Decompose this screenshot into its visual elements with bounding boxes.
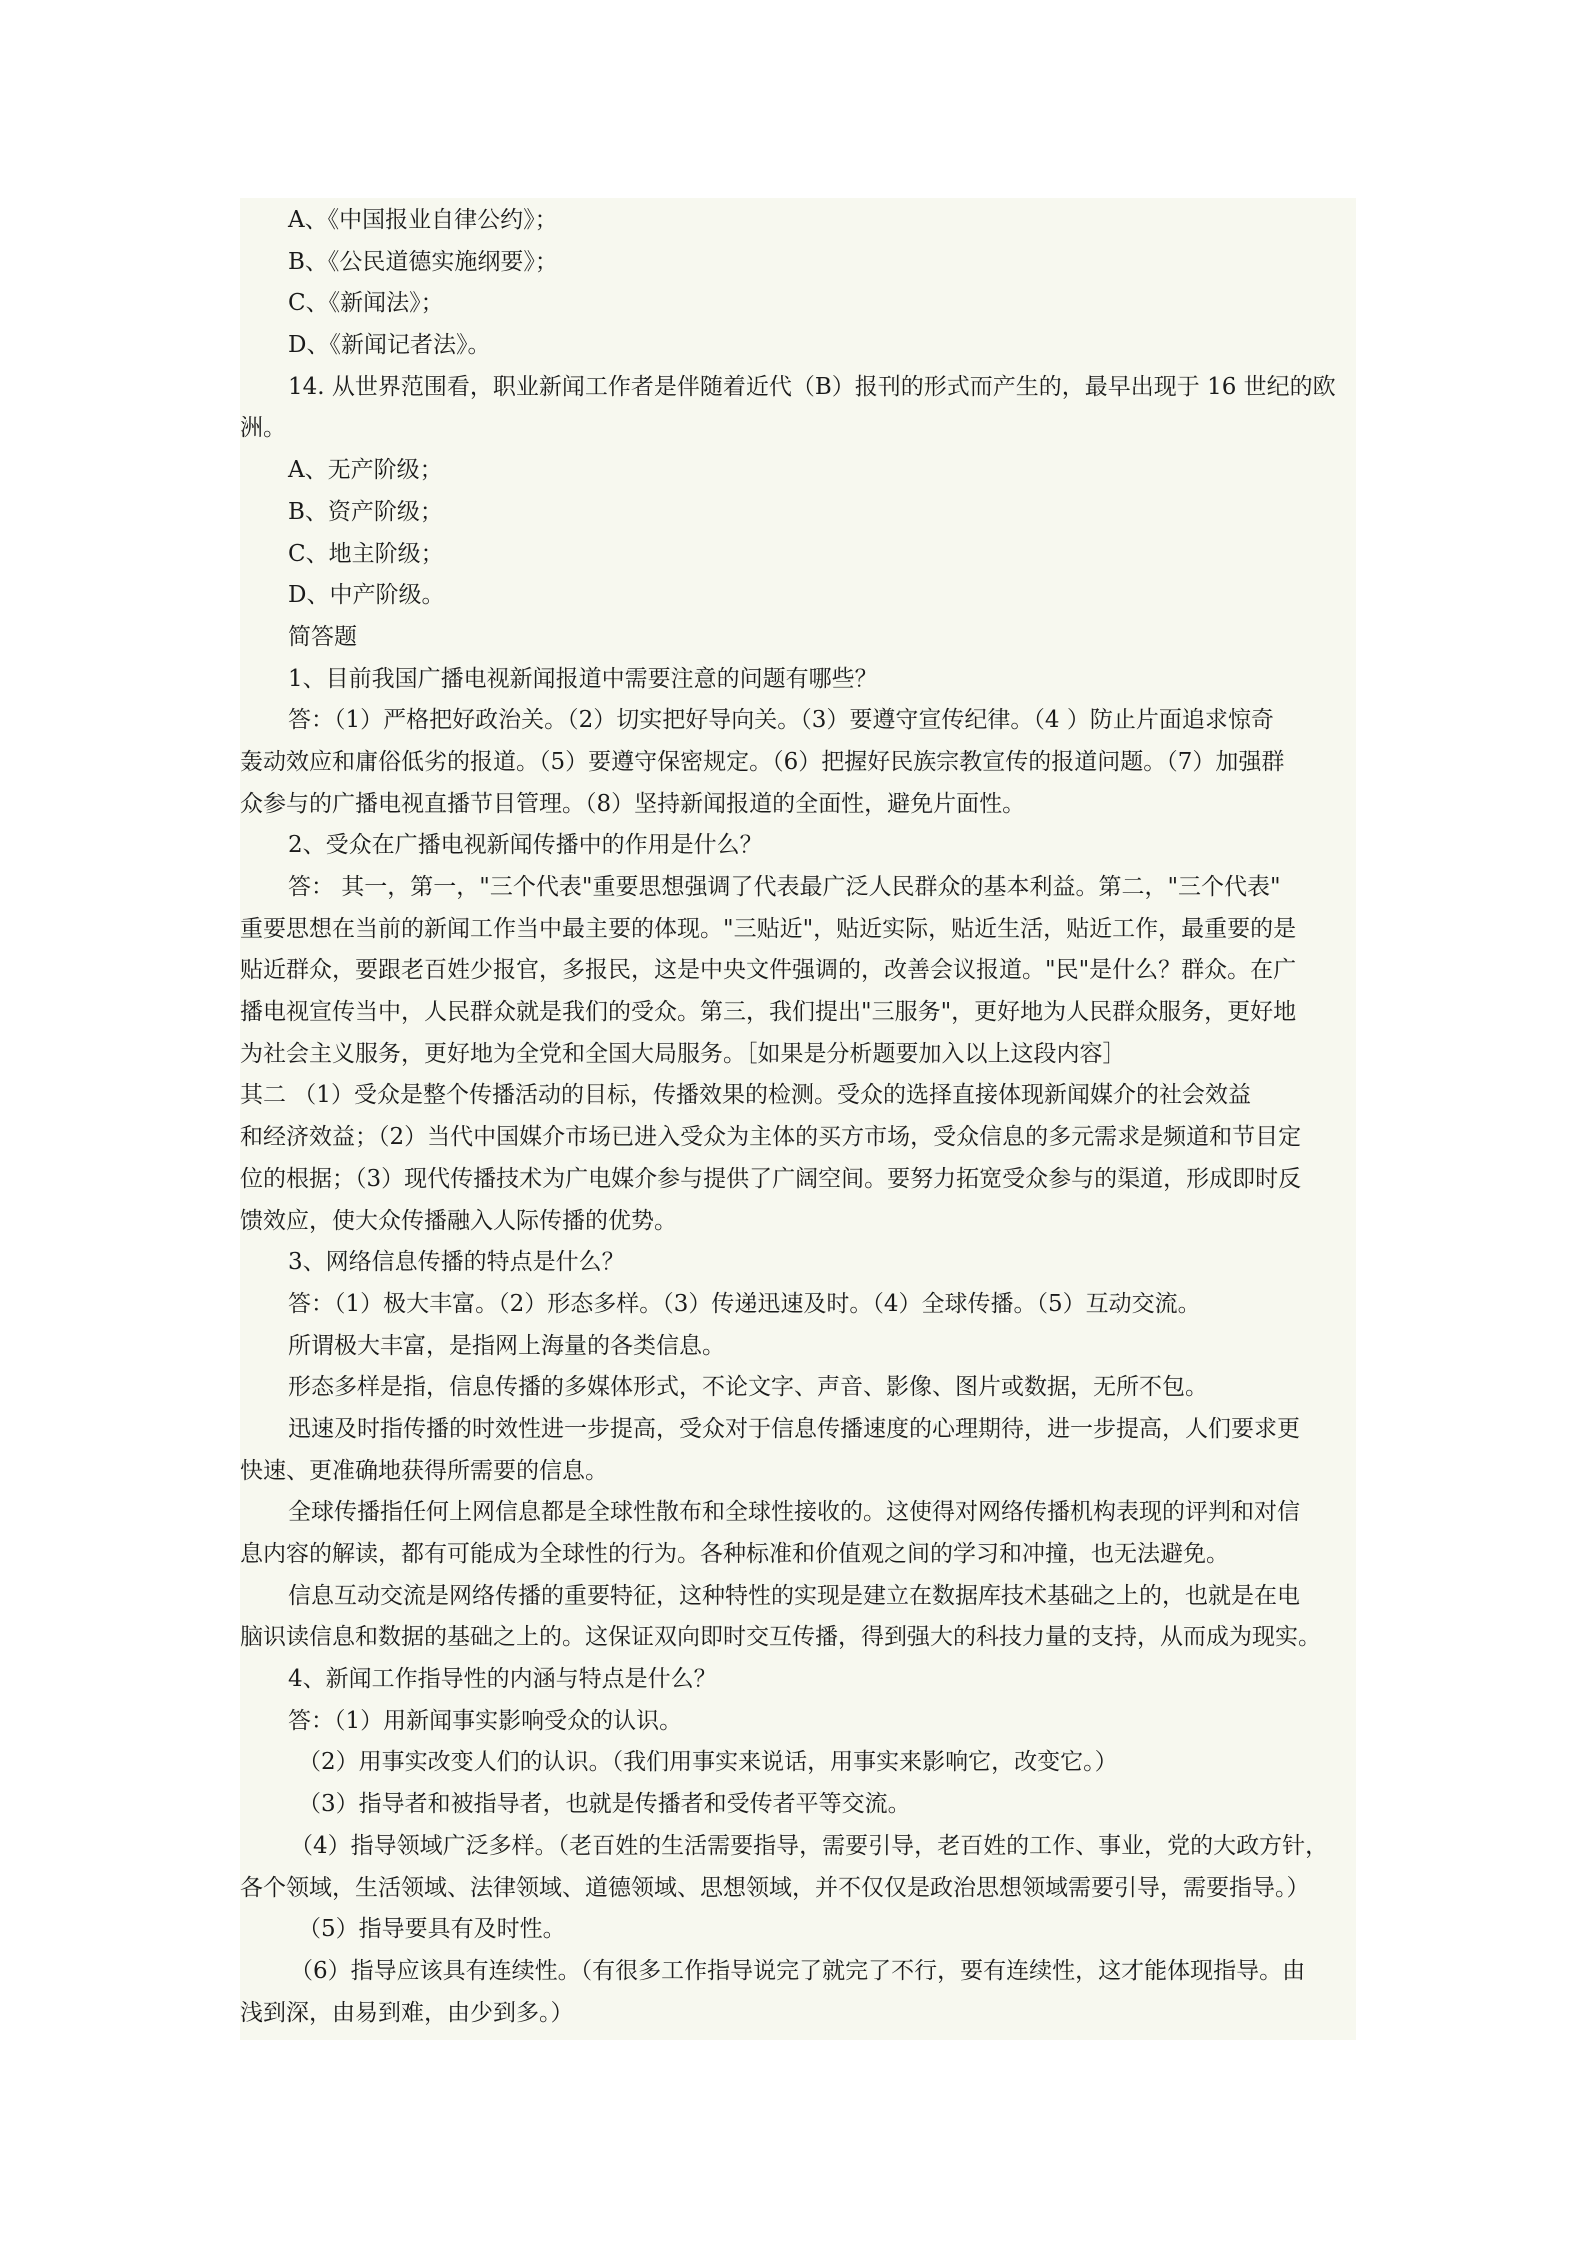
answer-text: 形态多样是指，信息传播的多媒体形式，不论文字、声音、影像、图片或数据，无所不包。 xyxy=(288,1374,1208,1401)
question-14-continued: 洲。 xyxy=(240,415,286,442)
answer-text: （4）指导领域广泛多样。（老百姓的生活需要指导，需要引导，老百姓的工作、事业，党的大政方针， xyxy=(290,1832,1329,1859)
answer-text: 答： 其一，第一，"三个代表"重要思想强调了代表最广泛人民群众的基本利益。第二，"三个代表" xyxy=(288,874,1281,900)
answer-text: 播电视宣传当中，人民群众就是我们的受众。第三，我们提出"三服务"，更好地为人民群众服务，更好地 xyxy=(240,999,1297,1026)
option-a-text: A、无产阶级； xyxy=(288,457,443,484)
question-3: 3、网络信息传播的特点是什么？ xyxy=(288,1249,625,1276)
answer-text: 各个领域，生活领域、法律领域、道德领域、思想领域，并不仅仅是政治思想领域需要引导，需要指导。） xyxy=(240,1874,1310,1901)
answer-text: 所谓极大丰富，是指网上海量的各类信息。 xyxy=(288,1332,725,1359)
answer-text: 答：（1）用新闻事实影响受众的认识。 xyxy=(288,1707,683,1734)
option-a-text: A、《中国报业自律公约》； xyxy=(288,207,558,233)
answer-text: 息内容的解读，都有可能成为全球性的行为。各种标准和价值观之间的学习和冲撞，也无法避免。 xyxy=(240,1541,1229,1567)
section-heading: 简答题 xyxy=(288,623,357,650)
option-c-text: C、地主阶级； xyxy=(288,540,444,567)
answer-text: 其二 （1）受众是整个传播活动的目标，传播效果的检测。受众的选择直接体现新闻媒介的社会效益 xyxy=(240,1082,1251,1109)
answer-text: 为社会主义服务，更好地为全党和全国大局服务。［如果是分析题要加入以上这段内容］ xyxy=(240,1040,1126,1067)
answer-text: 脑识读信息和数据的基础之上的。这保证双向即时交互传播，得到强大的科技力量的支持，从而成为现实。 xyxy=(240,1624,1321,1651)
question-2: 2、受众在广播电视新闻传播中的作用是什么？ xyxy=(288,832,763,859)
option-d-text: D、《新闻记者法》。 xyxy=(288,332,491,359)
option-b-text: B、资产阶级； xyxy=(288,498,443,525)
answer-text: （3）指导者和被指导者，也就是传播者和受传者平等交流。 xyxy=(298,1791,911,1818)
option-d-text: D、中产阶级。 xyxy=(288,582,445,609)
answer-text: 答：（1）严格把好政治关。（2）切实把好导向关。（3）要遵守宣传纪律。（4 ）防止片面追求惊奇 xyxy=(288,707,1274,734)
question-14: 14. 从世界范围看，职业新闻工作者是伴随着近代（B）报刊的形式而产生的，最早出现于 16 世纪的欧 xyxy=(288,373,1336,400)
answer-text: 信息互动交流是网络传播的重要特征，这种特性的实现是建立在数据库技术基础之上的，也就是在电 xyxy=(288,1582,1300,1609)
answer-text: 和经济效益；（2）当代中国媒介市场已进入受众为主体的买方市场，受众信息的多元需求是频道和节目定 xyxy=(240,1124,1302,1151)
answer-text: 位的根据；（3）现代传播技术为广电媒介参与提供了广阔空间。要努力拓宽受众参与的渠道，形成即时反 xyxy=(240,1165,1302,1192)
answer-text: 浅到深，由易到难，由少到多。） xyxy=(240,1999,574,2026)
answer-text: 迅速及时指传播的时效性进一步提高，受众对于信息传播速度的心理期待，进一步提高，人们要求更 xyxy=(288,1415,1300,1442)
option-b-text: B、《公民道德实施纲要》； xyxy=(288,248,558,275)
answer-text: 馈效应，使大众传播融入人际传播的优势。 xyxy=(240,1207,677,1234)
answer-text: 快速、更准确地获得所需要的信息。 xyxy=(240,1457,608,1484)
question-4: 4、新闻工作指导性的内涵与特点是什么？ xyxy=(288,1666,717,1693)
answer-text: 全球传播指任何上网信息都是全球性散布和全球性接收的。这使得对网络传播机构表现的评判和对信 xyxy=(288,1499,1300,1526)
answer-text: （5）指导要具有及时性。 xyxy=(298,1916,566,1943)
answer-text: （6）指导应该具有连续性。（有很多工作指导说完了就完了不行，要有连续性，这才能体现指导。由 xyxy=(290,1957,1306,1984)
document-body xyxy=(240,198,1356,2040)
answer-text: 答：（1）极大丰富。（2）形态多样。（3）传递迅速及时。（4）全球传播。（5）互动交流。 xyxy=(288,1290,1201,1317)
answer-text: 重要思想在当前的新闻工作当中最主要的体现。"三贴近"，贴近实际，贴近生活，贴近工作，最重要的是 xyxy=(240,915,1297,942)
answer-text: 众参与的广播电视直播节目管理。（8）坚持新闻报道的全面性，避免片面性。 xyxy=(240,790,1026,817)
answer-text: 轰动效应和庸俗低劣的报道。（5）要遵守保密规定。（6）把握好民族宗教宣传的报道问题。（7）加强群 xyxy=(240,748,1285,775)
answer-text: （2）用事实改变人们的认识。（我们用事实来说话，用事实来影响它，改变它。） xyxy=(298,1749,1118,1776)
question-1: 1、目前我国广播电视新闻报道中需要注意的问题有哪些？ xyxy=(288,665,878,692)
option-c-text: C、《新闻法》； xyxy=(288,290,444,317)
answer-text: 贴近群众，要跟老百姓少报官，多报民，这是中央文件强调的，改善会议报道。"民"是什么？群众。在广 xyxy=(240,957,1297,984)
